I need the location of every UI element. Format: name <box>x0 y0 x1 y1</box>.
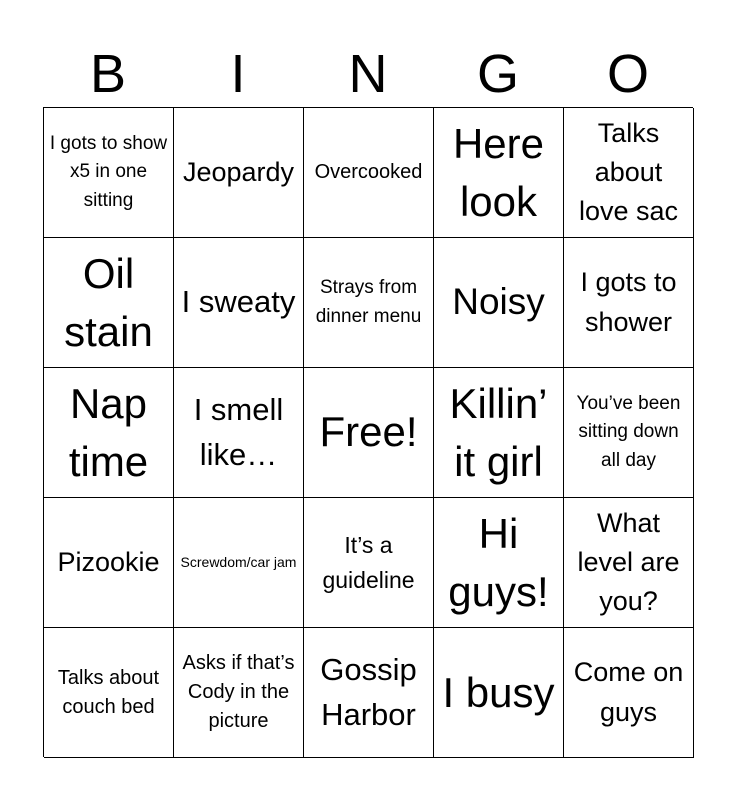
bingo-cell[interactable] <box>44 368 174 498</box>
bingo-cell-text: Gossip Harbor <box>320 652 417 732</box>
bingo-cell-text: You’ve been sitting down all day <box>576 392 681 471</box>
bingo-cell[interactable] <box>304 238 434 368</box>
bingo-cell-text: Here look <box>452 119 545 225</box>
bingo-cell-text: Hi guys! <box>448 509 549 615</box>
bingo-cell-text: Oil stain <box>64 249 153 355</box>
bingo-cell[interactable] <box>434 628 564 758</box>
bingo-cell-text: Nap time <box>68 379 149 485</box>
bingo-cell-text: I busy <box>442 668 555 716</box>
bingo-cell-text: Talks about love sac <box>578 117 679 227</box>
bingo-cell[interactable] <box>434 108 564 238</box>
bingo-cell-text: Jeopardy <box>182 156 295 187</box>
bingo-cell[interactable] <box>174 498 304 628</box>
bingo-cell-text: What level are you? <box>577 507 680 617</box>
bingo-cell[interactable] <box>304 108 434 238</box>
header-letter-i: I <box>230 44 246 104</box>
bingo-cell[interactable] <box>304 628 434 758</box>
bingo-cell[interactable] <box>174 368 304 498</box>
header-letter-n: N <box>348 44 388 104</box>
bingo-cell-text: It’s a guideline <box>322 531 415 593</box>
bingo-cell[interactable] <box>304 498 434 628</box>
bingo-cell[interactable] <box>434 368 564 498</box>
bingo-cell-text: Screwdom/car jam <box>180 553 297 570</box>
bingo-cell[interactable] <box>564 368 694 498</box>
bingo-cell-text: I gots to show x5 in one sitting <box>49 132 168 211</box>
bingo-cell-text: I smell like… <box>193 392 284 472</box>
bingo-cell-text: Talks about couch bed <box>57 666 160 718</box>
free-space-cell[interactable] <box>304 368 434 498</box>
bingo-cell[interactable] <box>564 498 694 628</box>
bingo-cell-text: Asks if that’s Cody in the picture <box>182 652 295 732</box>
bingo-cell[interactable] <box>564 628 694 758</box>
bingo-cell[interactable] <box>174 238 304 368</box>
bingo-cell-text: Free! <box>319 408 418 456</box>
bingo-cell-text: Strays from dinner menu <box>315 277 422 327</box>
bingo-cell[interactable] <box>564 108 694 238</box>
bingo-cell[interactable] <box>564 238 694 368</box>
bingo-cell[interactable] <box>434 498 564 628</box>
bingo-cell-text: Killin’ it girl <box>449 379 548 485</box>
bingo-cell[interactable] <box>44 498 174 628</box>
bingo-cell[interactable] <box>174 108 304 238</box>
bingo-cell[interactable] <box>434 238 564 368</box>
bingo-cell[interactable] <box>44 238 174 368</box>
bingo-header <box>43 42 693 106</box>
bingo-cell-text: Come on guys <box>573 657 684 727</box>
bingo-cell[interactable] <box>44 628 174 758</box>
bingo-cell-text: Pizookie <box>57 546 160 577</box>
header-letter-g: G <box>476 44 519 104</box>
bingo-cell-text: I sweaty <box>181 284 296 320</box>
bingo-cell-text: Overcooked <box>314 161 423 183</box>
bingo-cell-text: Noisy <box>452 281 545 323</box>
bingo-cell[interactable] <box>44 108 174 238</box>
header-letter-b: B <box>89 44 127 104</box>
bingo-cell-text: I gots to shower <box>580 267 677 337</box>
bingo-card-grid <box>43 107 693 757</box>
header-letter-o: O <box>606 44 649 104</box>
bingo-cell[interactable] <box>174 628 304 758</box>
